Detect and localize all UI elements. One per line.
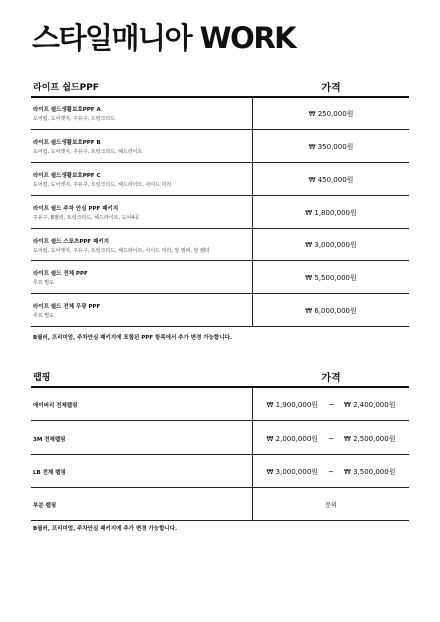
row-price-range	[253, 467, 409, 477]
row-price: ₩ 350,000원	[308, 143, 354, 151]
ppf-table-header	[31, 78, 409, 98]
row-price: ₩ 1,800,000원	[305, 209, 357, 217]
table-row	[31, 130, 409, 163]
table-row	[31, 196, 409, 229]
row-name: 라이프 쉴드생활보호PPF A	[33, 107, 101, 113]
row-name: 3M 전체랩핑	[33, 437, 66, 443]
wrap-price-table	[31, 368, 409, 521]
table-row	[31, 163, 409, 196]
ppf-header-label: 라이프 쉴드PPF	[33, 83, 99, 93]
ppf-header-price: 가격	[321, 83, 341, 94]
wrap-table-header	[31, 368, 409, 388]
wrap-footnote: B필러, 프리미엄, 주차안심 패키지에 추가 변경 가능합니다.	[33, 526, 178, 532]
row-detail: 도어컵, 도어엣지, 주유구, 트렁크리드, 헤드라이트, 사이드 미러	[33, 182, 172, 188]
row-price-range	[253, 434, 409, 444]
row-name: 라이프 쉴드생활보호PPF B	[33, 140, 101, 146]
row-detail: 도어컵, 도어엣지, 주유구, 트렁크리드	[33, 116, 115, 122]
price-from: ₩ 2,000,000원	[266, 435, 319, 443]
table-row	[31, 488, 409, 521]
row-name: LB 전체 랩핑	[33, 470, 66, 476]
row-price-range	[253, 400, 409, 410]
table-row	[31, 294, 409, 327]
page-title: 스타일매니아 WORK	[32, 21, 296, 55]
row-price: ₩ 450,000원	[308, 176, 354, 184]
ppf-footnote: B필러, 프리미엄, 주차안심 패키지에 포함된 PPF 항목에서 추가 변경 가능합니다.	[33, 335, 232, 341]
row-name: 라이프 쉴드 주차 안심 PPF 패키지	[33, 206, 119, 212]
row-price: ₩ 250,000원	[308, 110, 354, 118]
row-price: ₩ 5,500,000원	[305, 274, 357, 282]
row-price: ₩ 3,000,000원	[305, 241, 357, 249]
wrap-header-price: 가격	[321, 373, 341, 384]
row-detail: 도어컵, 도어엣지, 주유구, 트렁크리드, 헤드라이트, 사이드 미러, 앞 범퍼, 앞 휀더	[33, 248, 210, 254]
range-tilde: ~	[328, 401, 334, 409]
range-tilde: ~	[328, 435, 334, 443]
price-to: ₩ 2,500,000원	[343, 435, 396, 443]
row-detail: 루프 별도	[33, 280, 54, 286]
row-price: 문의	[325, 502, 337, 509]
table-row	[31, 388, 409, 421]
price-from: ₩ 3,000,000원	[266, 468, 319, 476]
table-row	[31, 229, 409, 261]
row-name: 라이프 쉴드 전체 PPF	[33, 271, 88, 277]
price-from: ₩ 1,900,000원	[266, 401, 319, 409]
table-row	[31, 455, 409, 488]
row-detail: 루프 별도	[33, 313, 54, 319]
price-to: ₩ 3,500,000원	[343, 468, 396, 476]
table-row	[31, 261, 409, 294]
row-name: 라이프 쉴드 전체 무광 PPF	[33, 304, 101, 310]
range-tilde: ~	[328, 468, 334, 476]
ppf-price-table	[31, 78, 409, 327]
table-row	[31, 98, 409, 130]
row-name: 부분 랩핑	[33, 503, 57, 509]
wrap-header-label: 랩핑	[33, 373, 51, 383]
row-price: ₩ 6,000,000원	[305, 307, 357, 315]
table-row	[31, 421, 409, 455]
row-detail: 도어컵, 도어엣지, 주유구, 트렁크리드, 헤드라이트	[33, 149, 143, 155]
row-name: 라이프 쉴드생활보호PPF C	[33, 173, 101, 179]
price-to: ₩ 2,400,000원	[343, 401, 396, 409]
row-detail: 주유구, B필러, 트렁크리드, 헤드라이트, 도어4곳	[33, 215, 140, 221]
row-name: 라이프 쉴드 스포츠PPF 패키지	[33, 239, 110, 245]
row-name: 에이버리 전체랩핑	[33, 403, 78, 409]
